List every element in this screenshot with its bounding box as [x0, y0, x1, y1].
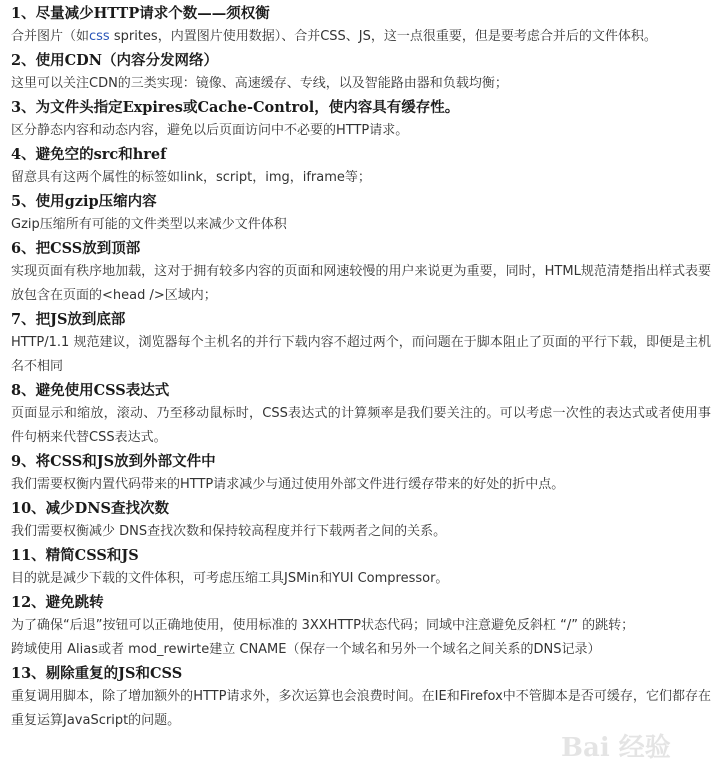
section-heading-5: 5、使用gzip压缩内容 — [11, 193, 157, 210]
section-body-9: 我们需要权衡内置代码带来的HTTP请求减少与通过使用外部文件进行缓存带来的好处的折中点。 — [11, 477, 565, 492]
section-heading-7: 7、把JS放到底部 — [11, 311, 126, 328]
watermark-text: Bai 经验 — [561, 733, 671, 763]
section-heading-6: 6、把CSS放到顶部 — [11, 240, 141, 257]
section-body-1-text-b: sprites，内置图片使用数据）、合并CSS、JS，这一点很重要，但是要考虑合并后的文件体积。 — [109, 29, 657, 44]
section-heading-3: 3、为文件头指定Expires或Cache-Control，使内容具有缓存性。 — [11, 99, 460, 116]
section-body-6: 实现页面有秩序地加载，这对于拥有较多内容的页面和网速较慢的用户来说更为重要，同时，HTML规范清楚指出样式表要放包含在页面的<head />区域内； — [11, 264, 711, 303]
section-body-1 — [11, 25, 711, 49]
section-body-7: HTTP/1.1 规范建议，浏览器每个主机名的并行下载内容不超过两个，而问题在于脚本阻止了页面的平行下载，即便是主机名不相同 — [11, 335, 711, 374]
section-body-13: 重复调用脚本，除了增加额外的HTTP请求外，多次运算也会浪费时间。在IE和Firefox中不管脚本是否可缓存，它们都存在重复运算JavaScript的问题。 — [11, 689, 711, 728]
section-body-11: 目的就是减少下载的文件体积，可考虑压缩工具JSMin和YUI Compressor。 — [11, 571, 449, 586]
section-heading-12: 12、避免跳转 — [11, 594, 104, 611]
section-body-5: Gzip压缩所有可能的文件类型以来减少文件体积 — [11, 217, 287, 232]
section-heading-4: 4、避免空的src和href — [11, 146, 167, 163]
section-heading-9: 9、将CSS和JS放到外部文件中 — [11, 453, 216, 470]
section-body-12-line-2: 跨域使用 Alias或者 mod_rewirte建立 CNAME（保存一个域名和另外一个域名之间关系的DNS记录） — [11, 642, 601, 657]
section-body-4: 留意具有这两个属性的标签如link，script，img，iframe等； — [11, 170, 371, 185]
section-body-8: 页面显示和缩放，滚动、乃至移动鼠标时，CSS表达式的计算频率是我们要关注的。可以考虑一次性的表达式或者使用事件句柄来代替CSS表达式。 — [11, 406, 711, 445]
section-heading-13: 13、剔除重复的JS和CSS — [11, 665, 183, 682]
section-body-2: 这里可以关注CDN的三类实现：镜像、高速缓存、专线，以及智能路由器和负载均衡； — [11, 76, 508, 91]
section-heading-11: 11、精简CSS和JS — [11, 547, 139, 564]
section-heading-8: 8、避免使用CSS表达式 — [11, 382, 170, 399]
article-content — [11, 2, 711, 733]
section-body-1-text-a: 合并图片（如 — [11, 29, 90, 44]
section-body-10: 我们需要权衡减少 DNS查找次数和保持较高程度并行下载两者之间的关系。 — [11, 524, 447, 539]
section-heading-1: 1、尽量减少HTTP请求个数——须权衡 — [11, 5, 270, 22]
section-body-3: 区分静态内容和动态内容，避免以后页面访问中不必要的HTTP请求。 — [11, 123, 409, 138]
section-heading-2: 2、使用CDN（内容分发网络） — [11, 52, 218, 69]
section-body-12-line-1: 为了确保“后退”按钮可以正确地使用，使用标准的 3XXHTTP状态代码；同域中注意避免反斜杠 “/” 的跳转； — [11, 618, 635, 633]
css-link[interactable]: css — [89, 29, 110, 44]
section-heading-10: 10、减少DNS查找次数 — [11, 500, 169, 517]
